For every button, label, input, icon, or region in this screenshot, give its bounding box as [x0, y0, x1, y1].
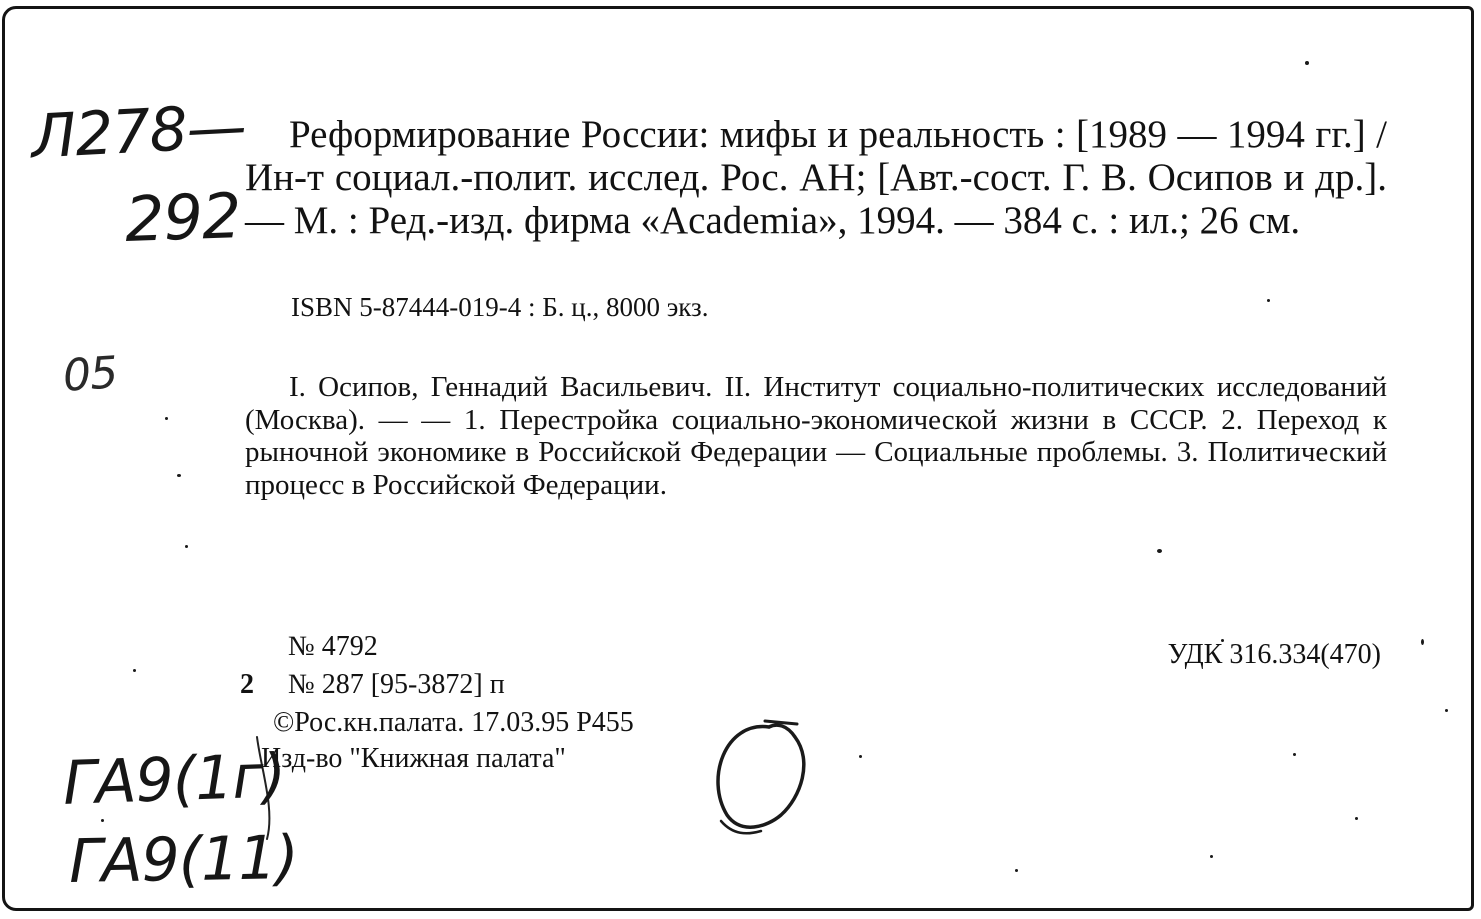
title-statement: Реформирование России: мифы и реальность : [1989 — 1994 гг.] / Ин-т социал.-полит. исслед. Рос. АН; [Авт.-сост. Г. В. Осипов и др.]. — М. : Ред.-изд. фирма «Academia», 1994. — 384 с. : ил.; 26 см. — [245, 113, 1387, 242]
shelf-mark-2: ГА9(11) — [68, 823, 299, 897]
shelf-mark-1: ГА9(1г) — [61, 741, 287, 819]
tracings: I. Осипов, Геннадий Васильевич. II. Институт социально-политических исследований (Москва). — — 1. Перестройка социально-экономической жизни в СССР. 2. Переход к рыночной экономике в Российской Федерации — Социальные проблемы. 3. Политический процесс в Российской Федерации. — [245, 371, 1387, 501]
call-number-line2: 292 — [123, 179, 242, 256]
margin-note: 05 — [61, 347, 119, 402]
number-line: № 4792 — [288, 631, 378, 662]
call-number-line1: Л278— — [29, 91, 248, 173]
catalog-line: № 287 [95-3872] п — [288, 669, 505, 700]
catalog-card — [2, 6, 1474, 911]
copy-count: 2 — [240, 669, 254, 700]
chamber-line: ©Рос.кн.палата. 17.03.95 Р455 — [273, 707, 634, 738]
publisher-line: Изд-во "Книжная палата" — [261, 743, 566, 774]
udk-code: УДК 316.334(470) — [1167, 639, 1381, 670]
isbn-line: ISBN 5-87444-019-4 : Б. ц., 8000 экз. — [291, 292, 709, 322]
